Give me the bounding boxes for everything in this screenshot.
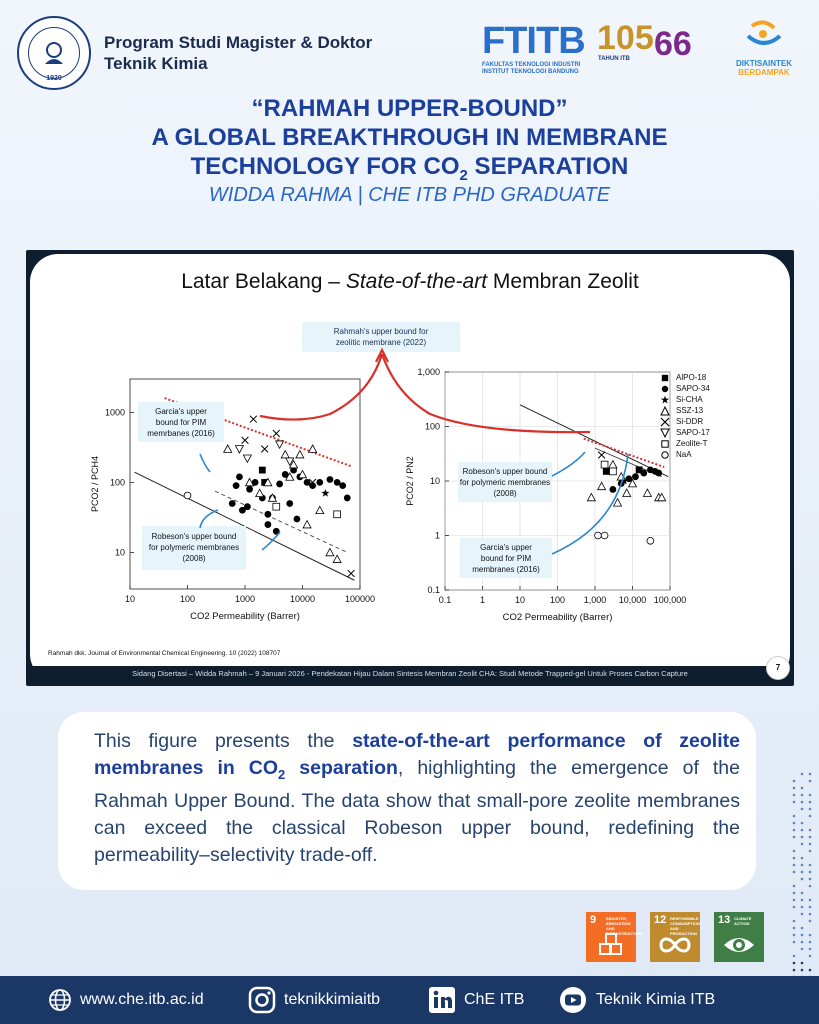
robeson-annotation-text: Robeson's upper bound	[151, 532, 237, 541]
decor-dot	[793, 899, 796, 902]
data-point-sapo-34	[609, 486, 616, 493]
robeson-annotation-text: for polymeric membranes	[148, 543, 240, 552]
decor-dot	[809, 843, 812, 846]
decor-dot	[801, 969, 804, 972]
x-tick-label: 1000	[234, 594, 256, 604]
diktisaintek-emblem-icon	[722, 20, 806, 54]
data-point-zeolite-t	[601, 461, 608, 468]
data-point-naa	[184, 492, 191, 499]
x-tick-label: 100	[179, 594, 196, 604]
instagram-text: teknikkimiaitb	[284, 991, 381, 1008]
sdg-13-label: CLIMATE ACTION	[734, 916, 752, 926]
instagram-icon	[248, 986, 276, 1014]
y-tick-label: 10	[429, 476, 440, 486]
decor-dot	[801, 1004, 804, 1007]
sdg-12-label: RESPONSIBLE CONSUMPTION AND PRODUCTION	[670, 916, 700, 936]
decor-dot	[809, 794, 812, 797]
decor-dot	[793, 976, 796, 979]
decor-dot	[793, 962, 796, 965]
y-tick-label: 100	[424, 421, 440, 432]
eye-earth-icon	[722, 934, 756, 956]
decor-dot	[809, 913, 812, 916]
youtube-icon	[558, 985, 588, 1015]
data-point-alpo-18	[259, 467, 266, 474]
data-point-sapo-34	[344, 495, 351, 502]
legend-marker	[662, 374, 668, 380]
legend-item	[660, 372, 710, 383]
chart-legend	[660, 372, 710, 460]
slide-title-prefix: Latar Belakang –	[181, 270, 346, 293]
x-tick-label: 100	[549, 595, 566, 605]
legend-item	[660, 427, 710, 438]
legend-item	[660, 394, 710, 405]
decor-dot	[801, 801, 804, 804]
data-point-sapo-34	[229, 500, 236, 507]
decor-dot	[793, 920, 796, 923]
legend-label: SSZ-13	[676, 406, 704, 415]
desc-bold-sub: 2	[278, 766, 286, 782]
decor-dot	[801, 871, 804, 874]
legend-marker-icon	[660, 373, 670, 383]
decor-dot	[809, 801, 812, 804]
decor-dot	[793, 934, 796, 937]
decor-dot	[793, 857, 796, 860]
x-tick-label: 100,000	[653, 595, 687, 605]
linkedin-text: ChE ITB	[464, 991, 525, 1008]
sdg-9-label: INDUSTRY, INNOVATION AND INFRASTRUCTURE	[606, 916, 643, 936]
legend-marker-icon	[660, 450, 670, 460]
data-point-sapo-34	[264, 511, 271, 518]
sdg-13-badge	[714, 912, 764, 962]
legend-label: Si-CHA	[676, 395, 703, 404]
y-tick-label: 0.1	[427, 585, 440, 595]
data-point-sapo-34	[339, 482, 346, 489]
slide-footer: Sidang Disertasi – Widda Rahmah – 9 Januari 2026 - Pendekatan Hijau Dalam Sintesis Membran Zeolit CHA: Studi Metode Trapped-gel Untuk Proses Carbon Capture	[30, 666, 790, 682]
decor-dot	[793, 780, 796, 783]
garcia-annotation-text: memrbanes (2016)	[147, 429, 215, 438]
data-point-naa	[595, 532, 602, 539]
program-name	[104, 32, 372, 74]
decor-dot	[809, 808, 812, 811]
program-line-2: Teknik Kimia	[104, 54, 208, 73]
data-point-sapo-34	[276, 481, 283, 488]
robeson-annotation-text: for polymeric membranes	[459, 478, 551, 487]
y-tick-label: 1,000	[417, 367, 440, 377]
data-point-sapo-34	[640, 470, 647, 477]
decor-dot	[809, 990, 812, 993]
decor-dot	[801, 927, 804, 930]
legend-label: SAPO-34	[676, 384, 710, 393]
linkedin-link[interactable]	[428, 976, 524, 1024]
linkedin-icon	[428, 986, 456, 1014]
ftitb-subtitle	[482, 62, 580, 76]
decor-dot	[801, 983, 804, 986]
data-point-sapo-34	[264, 521, 271, 528]
diktisaintek-logo	[722, 20, 806, 80]
callout-line-1: Rahmah's upper bound for	[333, 327, 429, 336]
decor-dot	[793, 906, 796, 909]
data-point-zeolite-t	[334, 511, 341, 518]
slide-title-suffix: Membran Zeolit	[487, 270, 639, 293]
data-point-sapo-34	[294, 516, 301, 523]
legend-item	[660, 438, 710, 449]
seal-year: 1920	[46, 75, 62, 82]
desc-part-2: , highlighting the emergence of the Rahmah Upper Bound. The data show that small-pore zeolite membranes can exceed the classical Robeson upper bound, redefining the permeability–selectivity trade-off.	[94, 757, 740, 866]
contact-bar	[0, 976, 819, 1024]
decor-dot	[801, 822, 804, 825]
garcia-annotation-text: bound for PIM	[155, 418, 207, 427]
legend-label: AlPO-18	[676, 373, 707, 382]
desc-bold-2: separation	[285, 757, 398, 779]
decor-dot	[809, 871, 812, 874]
data-point-zeolite-t	[609, 468, 616, 475]
decor-dot	[801, 829, 804, 832]
y-axis-label: PCO2 / PN2	[405, 456, 415, 506]
decor-dot	[809, 934, 812, 937]
decor-dot	[801, 892, 804, 895]
data-point-sapo-34	[309, 482, 316, 489]
website-link[interactable]	[48, 976, 204, 1024]
legend-marker	[661, 407, 669, 415]
decor-dot	[793, 927, 796, 930]
data-point-zeolite-t	[273, 503, 280, 510]
legend-marker	[662, 451, 668, 457]
robeson-annotation-text: Robeson's upper bound	[462, 467, 548, 476]
decor-dot	[809, 976, 812, 979]
decor-dot	[793, 801, 796, 804]
legend-label: Si-DDR	[676, 417, 704, 426]
decor-dot	[793, 885, 796, 888]
youtube-text: Teknik Kimia ITB	[596, 991, 716, 1008]
ftitb-sub-1: FAKULTAS TEKNOLOGI INDUSTRI	[482, 62, 581, 68]
decorative-dots	[790, 770, 814, 1020]
ftitb-sub-2: INSTITUT TEKNOLOGI BANDUNG	[482, 69, 579, 75]
decor-dot	[801, 857, 804, 860]
decor-dot	[793, 787, 796, 790]
legend-item	[660, 383, 710, 394]
sdg-12-number: 12	[654, 914, 667, 926]
y-tick-label: 100	[109, 477, 125, 488]
garcia-annotation-text: bound for PIM	[480, 554, 532, 563]
decor-dot	[809, 1011, 812, 1014]
headline-line-2: A GLOBAL BREAKTHROUGH IN MEMBRANE	[151, 124, 668, 151]
x-axis-label: CO2 Permeability (Barrer)	[502, 612, 613, 623]
slide-page-number: 7	[766, 656, 790, 680]
legend-marker-icon	[660, 417, 670, 427]
legend-label: SAPO-17	[676, 428, 710, 437]
decor-dot	[801, 1018, 804, 1020]
decor-dot	[801, 941, 804, 944]
sdg-9-badge	[586, 912, 643, 962]
legend-marker	[662, 385, 668, 391]
decor-dot	[801, 836, 804, 839]
decor-dot	[793, 990, 796, 993]
y-tick-label: 1	[434, 530, 440, 541]
description-card	[58, 712, 756, 890]
sdg-13-number: 13	[718, 914, 731, 926]
slide	[30, 254, 790, 682]
decor-dot	[793, 1011, 796, 1014]
decor-dot	[809, 1004, 812, 1007]
headline	[0, 94, 819, 190]
decor-dot	[793, 815, 796, 818]
legend-marker-icon	[660, 428, 670, 438]
anniversary-105-logo: 105	[597, 19, 654, 57]
decor-dot	[809, 829, 812, 832]
decor-dot	[793, 822, 796, 825]
data-point-sapo-34	[236, 473, 243, 480]
x-tick-label: 10	[124, 594, 136, 604]
decor-dot	[793, 955, 796, 958]
decor-dot	[809, 878, 812, 881]
decor-dot	[801, 948, 804, 951]
legend-marker	[661, 395, 669, 403]
decor-dot	[793, 829, 796, 832]
y-axis-label: PCO2 / PCH4	[90, 455, 100, 513]
headline-line-3-prefix: TECHNOLOGY FOR CO	[190, 153, 460, 180]
decor-dot	[801, 976, 804, 979]
data-point-sapo-34	[316, 479, 323, 486]
data-point-sapo-34	[244, 503, 251, 510]
decor-dot	[801, 899, 804, 902]
website-text: www.che.itb.ac.id	[80, 991, 204, 1008]
decor-dot	[801, 906, 804, 909]
decor-dot	[793, 969, 796, 972]
decor-dot	[809, 836, 812, 839]
globe-icon	[48, 988, 72, 1012]
anniversary-66-logo: 66	[654, 25, 692, 63]
legend-marker-icon	[660, 395, 670, 405]
data-point-alpo-18	[603, 468, 610, 475]
x-tick-label: 1,000	[583, 595, 607, 605]
description-text	[94, 728, 740, 869]
x-tick-label: 10	[514, 595, 526, 605]
diktis-line-1: DIKTISAINTEK	[736, 59, 792, 68]
decor-dot	[809, 773, 812, 776]
decor-dot	[793, 1004, 796, 1007]
decor-dot	[809, 899, 812, 902]
data-point-sapo-34	[632, 473, 639, 480]
anniversary-105-sub: TAHUN ITB	[598, 56, 630, 62]
decor-dot	[809, 815, 812, 818]
decor-dot	[809, 955, 812, 958]
ganesha-icon	[39, 38, 69, 68]
x-axis-label: CO2 Permeability (Barrer)	[190, 611, 300, 622]
legend-marker-icon	[660, 384, 670, 394]
robeson-annotation-text: (2008)	[182, 554, 206, 563]
decor-dot	[793, 794, 796, 797]
legend-marker-icon	[660, 406, 670, 416]
seal-emblem	[28, 27, 80, 79]
decor-dot	[809, 906, 812, 909]
garcia-annotation-text: membranes (2016)	[472, 565, 540, 574]
decor-dot	[801, 794, 804, 797]
decor-dot	[801, 997, 804, 1000]
decor-dot	[809, 864, 812, 867]
decor-dot	[809, 885, 812, 888]
decor-dot	[793, 864, 796, 867]
legend-item	[660, 416, 710, 427]
data-point-sapo-34	[286, 500, 293, 507]
decor-dot	[801, 878, 804, 881]
sdg-12-badge	[650, 912, 700, 962]
decor-dot	[809, 780, 812, 783]
x-tick-label: 10000	[289, 594, 316, 604]
sdg-9-number: 9	[590, 914, 597, 926]
decor-dot	[809, 920, 812, 923]
journal-reference: Rahmah dkk. Journal of Environmental Chemical Engineering. 10 (2022) 108707	[48, 650, 281, 657]
cubes-icon	[598, 932, 624, 958]
decor-dot	[809, 850, 812, 853]
decor-dot	[809, 1018, 812, 1020]
instagram-link[interactable]	[248, 976, 380, 1024]
decor-dot	[793, 836, 796, 839]
x-tick-label: 100000	[344, 594, 376, 604]
decor-dot	[809, 948, 812, 951]
data-point-naa	[601, 532, 608, 539]
decor-dot	[793, 997, 796, 1000]
legend-label: NaA	[676, 450, 692, 459]
legend-marker-icon	[660, 439, 670, 449]
desc-bold-1: state-of-the-art performance of zeolite membranes in CO	[94, 730, 740, 779]
robeson-annotation-text: (2008)	[493, 489, 517, 498]
itb-seal-logo	[17, 16, 91, 90]
legend-marker	[662, 440, 668, 446]
decor-dot	[801, 1011, 804, 1014]
data-point-naa	[647, 537, 654, 544]
x-tick-label: 0.1	[438, 595, 452, 605]
desc-part-1: This figure presents the	[94, 730, 353, 752]
data-point-sapo-34	[233, 482, 240, 489]
headline-line-1: “RAHMAH UPPER-BOUND”	[251, 95, 568, 122]
decor-dot	[801, 787, 804, 790]
legend-item	[660, 405, 710, 416]
garcia-annotation-text: Garcia's upper	[480, 543, 532, 552]
infinity-icon	[658, 936, 692, 954]
decor-dot	[801, 864, 804, 867]
decor-dot	[801, 934, 804, 937]
diktis-line-2: BERDAMPAK	[738, 68, 790, 77]
decor-dot	[801, 808, 804, 811]
garcia-annotation-text: Garcia's upper	[155, 407, 207, 416]
decor-dot	[809, 941, 812, 944]
legend-marker	[661, 418, 669, 426]
decor-dot	[809, 983, 812, 986]
slide-title-italic: State-of-the-art	[345, 270, 488, 293]
program-line-1: Program Studi Magister & Doktor	[104, 33, 373, 52]
legend-label: Zeolite-T	[676, 439, 708, 448]
data-point-sapo-34	[655, 470, 662, 477]
author-line: WIDDA RAHMA | CHE ITB PHD GRADUATE	[208, 184, 611, 206]
headline-line-3-suffix: SEPARATION	[467, 153, 629, 180]
ftitb-logo: FTITB	[482, 20, 585, 62]
y-tick-label: 10	[114, 547, 125, 558]
headline-subscript: 2	[459, 166, 468, 184]
decor-dot	[793, 941, 796, 944]
decor-dot	[801, 773, 804, 776]
decor-dot	[801, 913, 804, 916]
decor-dot	[801, 843, 804, 846]
decor-dot	[801, 962, 804, 965]
decor-dot	[809, 969, 812, 972]
x-tick-label: 10,000	[618, 595, 647, 605]
data-point-sapo-34	[246, 486, 253, 493]
decor-dot	[793, 871, 796, 874]
x-tick-label: 1	[479, 595, 486, 605]
callout-line-2: zeolitic membrane (2022)	[335, 338, 427, 347]
decor-dot	[793, 892, 796, 895]
y-tick-label: 1000	[104, 407, 125, 418]
legend-item	[660, 449, 710, 460]
legend-marker	[661, 429, 669, 437]
data-point-sapo-34	[327, 476, 334, 483]
youtube-link[interactable]	[558, 976, 715, 1024]
decor-dot	[793, 850, 796, 853]
